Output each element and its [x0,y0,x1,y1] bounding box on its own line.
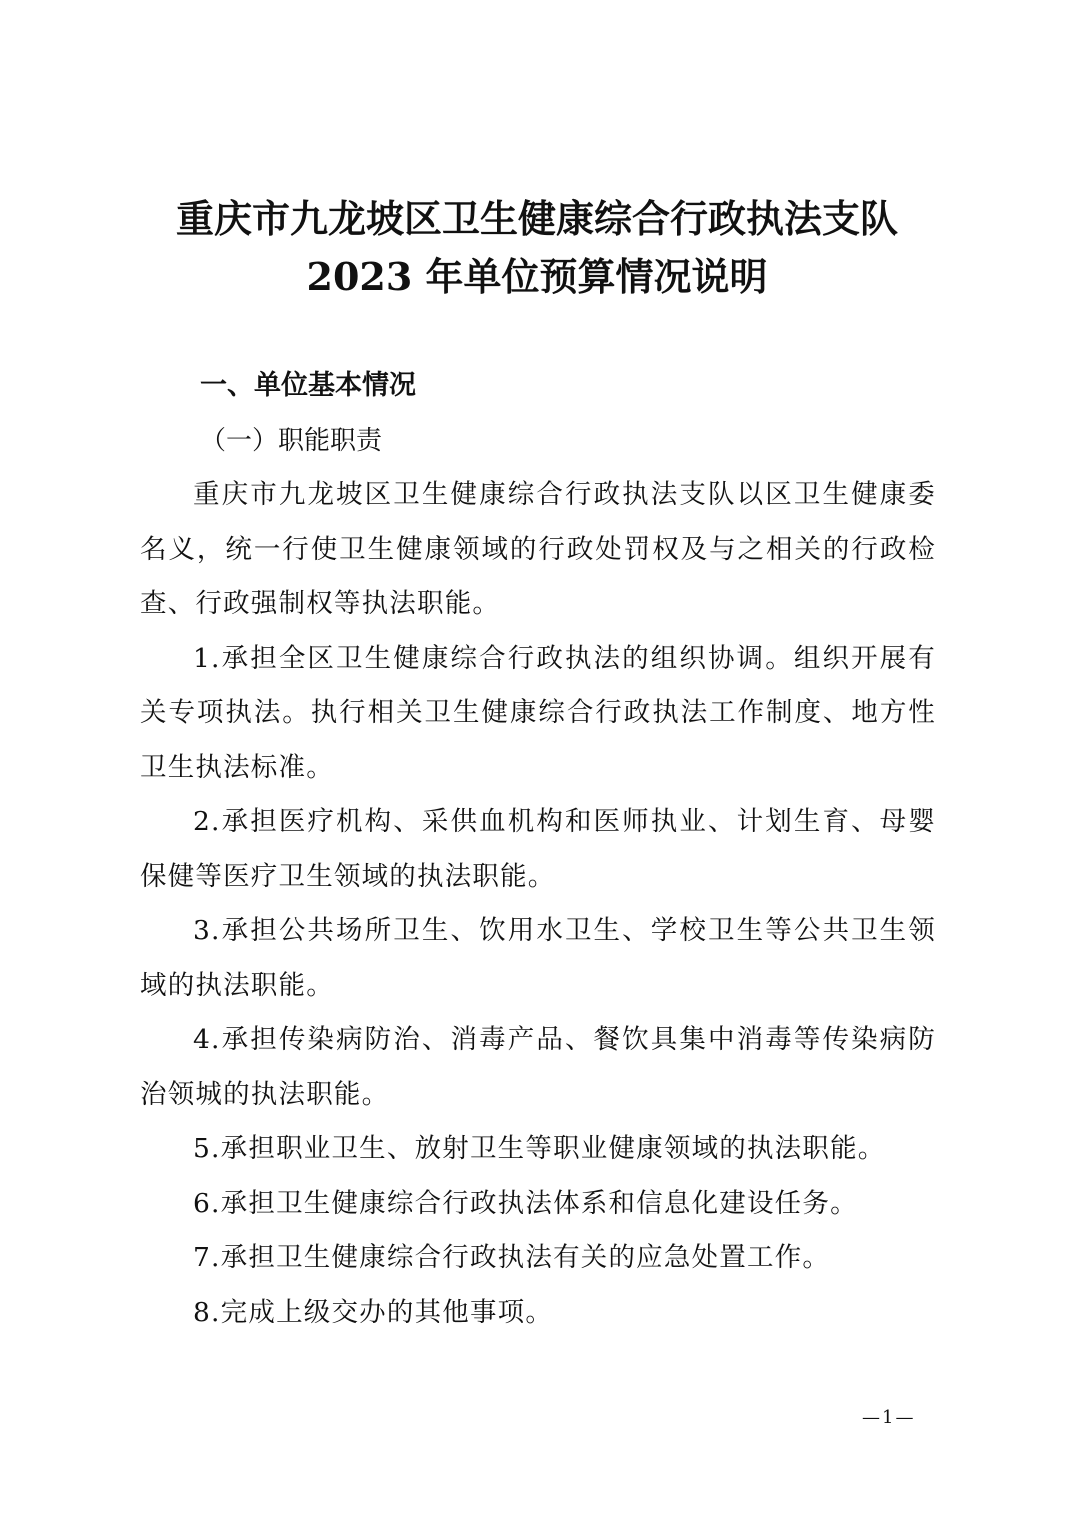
paragraph-item-2: 2.承担医疗机构、采供血机构和医师执业、计划生育、母婴保健等医疗卫生领域的执法职能。 [140,806,936,892]
document-title-line-2: 2023 年单位预算情况说明 [306,254,768,299]
paragraph-item-6: 6.承担卫生健康综合行政执法体系和信息化建设任务。 [193,1187,858,1219]
document-body [140,468,936,1340]
paragraph-item-5: 5.承担职业卫生、放射卫生等职业健康领域的执法职能。 [193,1133,886,1164]
subsection-heading: （一）职能职责 [200,426,383,456]
paragraph-item-1: 1.承担全区卫生健康综合行政执法的组织协调。组织开展有关专项执法。执行相关卫生健康综合行政执法工作制度、地方性卫生执法标准。 [140,642,936,783]
paragraph-intro: 重庆市九龙坡区卫生健康综合行政执法支队以区卫生健康委名义，统一行使卫生健康领域的行政处罚权及与之相关的行政检查、行政强制权等执法职能。 [140,479,936,619]
document-title-line-1: 重庆市九龙坡区卫生健康综合行政执法支队 [175,196,898,241]
paragraph-item-7: 7.承担卫生健康综合行政执法有关的应急处置工作。 [193,1242,831,1273]
page-number: —1— [862,1407,916,1428]
paragraph-item-3: 3.承担公共场所卫生、饮用水卫生、学校卫生等公共卫生领域的执法职能。 [140,915,936,1001]
paragraph-item-8: 8.完成上级交办的其他事项。 [193,1296,554,1328]
section-heading: 一、单位基本情况 [200,370,416,401]
paragraph-item-4: 4.承担传染病防治、消毒产品、餐饮具集中消毒等传染病防治领城的执法职能。 [140,1024,936,1110]
